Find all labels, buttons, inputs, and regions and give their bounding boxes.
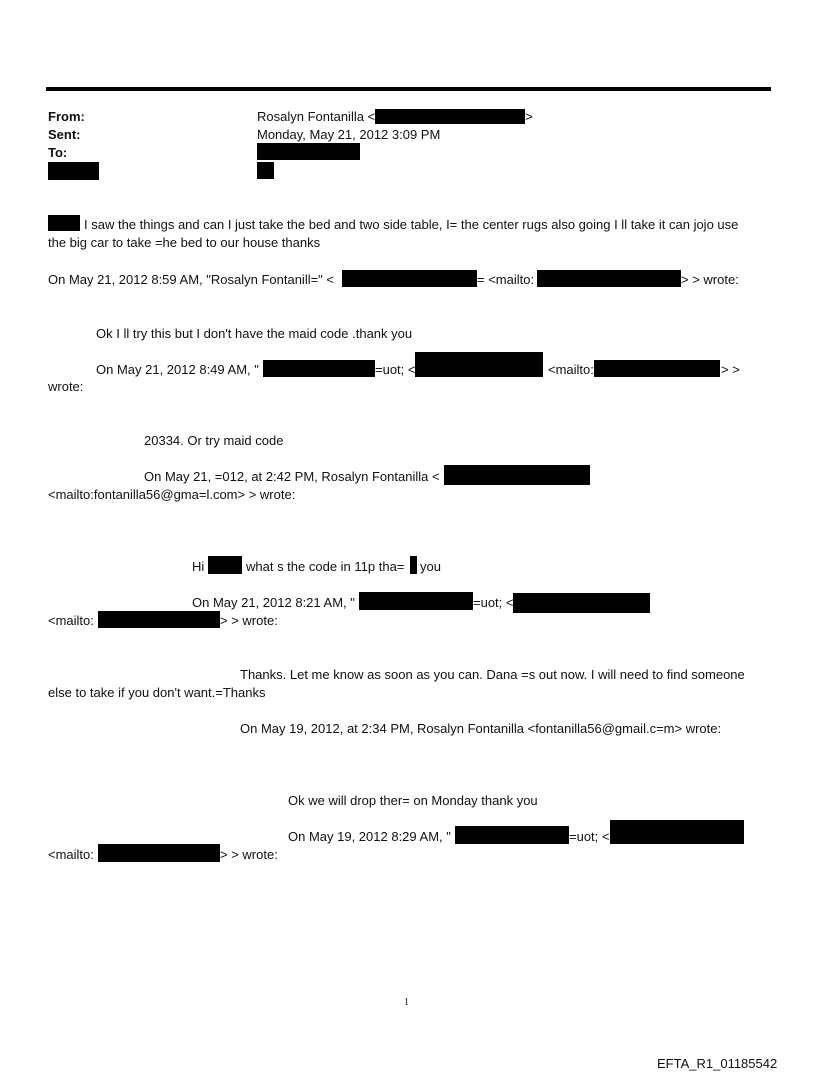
redaction-block <box>257 143 360 160</box>
from-label: From: <box>48 109 85 124</box>
redaction-block <box>359 592 473 610</box>
body-text: the big car to take =he bed to our house thanks <box>48 235 321 250</box>
body-text: what s the code in 11p tha= <box>246 559 405 574</box>
quote-header: = <mailto: <box>477 272 535 287</box>
quote-header: > > wrote: <box>220 613 278 628</box>
body-text: you <box>420 559 441 574</box>
quote-header: <mailto: <box>48 847 94 862</box>
from-close: > <box>525 109 533 124</box>
redaction-block <box>263 360 375 377</box>
body-text: Ok I ll try this but I don't have the maid code .thank you <box>96 326 413 341</box>
quote-header: =uot; < <box>473 595 514 610</box>
quote-header: > > wrote: <box>681 272 739 287</box>
redaction-block <box>410 556 417 574</box>
redaction-block <box>98 844 220 862</box>
redaction-block <box>375 109 525 124</box>
redaction-block <box>208 556 242 574</box>
to-label: To: <box>48 145 68 160</box>
quote-header: On May 21, =012, at 2:42 PM, Rosalyn Fontanilla < <box>144 469 440 484</box>
quote-header: <mailto: <box>48 613 94 628</box>
quote-header: On May 19, 2012 8:29 AM, " <box>288 829 451 844</box>
redaction-block <box>342 270 477 287</box>
page-number: 1 <box>404 997 409 1008</box>
quote-header: wrote: <box>48 379 84 394</box>
body-text: Ok we will drop ther= on Monday thank you <box>288 793 538 808</box>
redaction-block <box>513 593 650 613</box>
bates-number: EFTA_R1_01185542 <box>657 1056 778 1071</box>
redaction-block <box>48 215 80 231</box>
quote-header: > > wrote: <box>220 847 278 862</box>
sent-label: Sent: <box>48 127 81 142</box>
redaction-block <box>98 611 220 628</box>
body-text: Thanks. Let me know as soon as you can. Dana =s out now. I will need to find someone <box>240 667 745 682</box>
sent-value: Monday, May 21, 2012 3:09 PM <box>257 127 441 142</box>
redaction-block <box>257 162 274 179</box>
redaction-block <box>444 465 590 485</box>
quote-header: On May 21, 2012 8:21 AM, " <box>192 595 355 610</box>
from-value <box>257 108 533 125</box>
quote-header: On May 21, 2012 8:49 AM, " <box>96 362 259 377</box>
quote-header: <mailto: <box>548 362 594 377</box>
quote-header: =uot; < <box>375 362 416 377</box>
redaction-block <box>537 270 681 287</box>
redaction-block <box>610 820 744 844</box>
from-name: Rosalyn Fontanilla < <box>257 109 376 124</box>
redaction-block <box>415 352 543 377</box>
redaction-block <box>594 360 720 377</box>
body-text: 20334. Or try maid code <box>144 433 284 448</box>
body-text: else to take if you don't want.=Thanks <box>48 685 266 700</box>
quote-header: > > <box>721 362 740 377</box>
quote-header: =uot; < <box>569 829 610 844</box>
quote-header: <mailto:fontanilla56@gma=l.com> > wrote: <box>48 487 296 502</box>
body-text: I saw the things and can I just take the bed and two side table, I= the center rugs also going I ll take it can jojo use <box>84 217 739 232</box>
quote-header: On May 21, 2012 8:59 AM, "Rosalyn Fontanill=" < <box>48 272 334 287</box>
quote-header: On May 19, 2012, at 2:34 PM, Rosalyn Fontanilla <fontanilla56@gmail.c=m> wrote: <box>240 721 722 736</box>
redaction-block <box>48 162 99 180</box>
body-text: Hi <box>192 559 205 574</box>
header-rule <box>46 87 771 91</box>
redaction-block <box>455 826 569 844</box>
